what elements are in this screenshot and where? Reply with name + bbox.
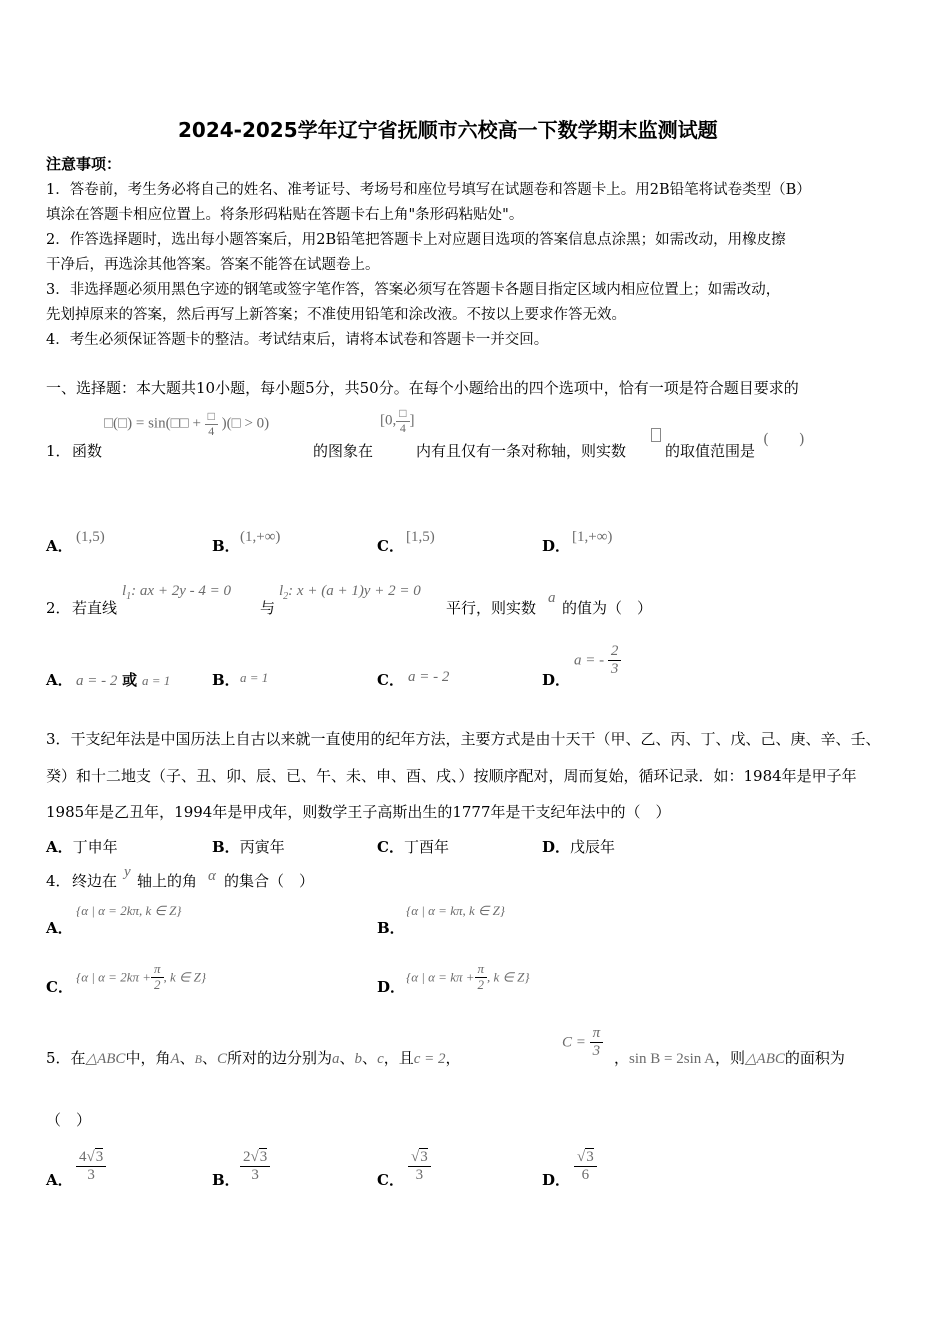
q5-option-c: $\frac{√3}{3}$ bbox=[408, 1148, 431, 1185]
notice-line: 干净后，再选涂其他答案。答案不能答在试题卷上。 bbox=[46, 257, 380, 273]
notice-line: 4．考生必须保证答题卡的整洁。考试结束后，请将本试卷和答题卡一并交回。 bbox=[46, 332, 549, 348]
section-heading: 一、选择题：本大题共10小题，每小题5分，共50分。在每个小题给出的四个选项中，恰有一项是符合题目要求的 bbox=[46, 379, 799, 397]
q4-option-b: {α | α = kπ, k ∈ Z} bbox=[406, 903, 505, 918]
q1-option-a-label: A． bbox=[46, 537, 73, 555]
notice-line: 先划掉原来的答案，然后再写上新答案；不准使用铅笔和涂改液。不按以上要求作答无效。 bbox=[46, 307, 626, 323]
q5-paren: （ ） bbox=[46, 1111, 92, 1129]
q1-option-d: [1,+∞) bbox=[572, 529, 613, 545]
q2-text: 平行，则实数 bbox=[446, 599, 537, 617]
q2-text: 与 bbox=[260, 599, 276, 617]
q1-omega-placeholder bbox=[651, 428, 661, 446]
q3-option-a: A．丁申年 bbox=[46, 838, 118, 856]
q2-text: 的值为（ ） bbox=[562, 599, 653, 617]
q5-angle-condition: C = $\frac{\pi}{3}$ bbox=[562, 1025, 603, 1061]
q2-option-b-label: B． bbox=[212, 671, 240, 689]
q2-option-b: a = 1 bbox=[240, 670, 269, 685]
q4-option-c: {α | α = 2kπ + $\frac{\pi}{2}$ , k ∈ Z} bbox=[76, 961, 207, 992]
q2-line2: $l_2$: x + (a + 1)y + 2 = 0 bbox=[279, 583, 421, 602]
page-title: 2024-2025学年辽宁省抚顺市六校高一下数学期末监测试题 bbox=[178, 118, 718, 142]
q4-option-c-label: C． bbox=[46, 978, 73, 996]
q4-number: 4． bbox=[46, 872, 71, 890]
q2-option-c-label: C． bbox=[377, 671, 404, 689]
q3-option-c: C．丁酉年 bbox=[377, 838, 449, 856]
q1-option-c: [1,5) bbox=[406, 529, 435, 545]
q1-text: 的取值范围是 bbox=[665, 442, 756, 460]
q2-line1: $l_1$: ax + 2y - 4 = 0 bbox=[122, 583, 231, 602]
q2-option-a: a = - 2 或 a = 1 bbox=[76, 671, 171, 689]
q1-text: 函数 bbox=[72, 442, 103, 460]
q1-option-c-label: C． bbox=[377, 537, 404, 555]
q1-option-a: (1,5) bbox=[76, 529, 105, 545]
q1-text: 内有且仅有一条对称轴，则实数 bbox=[416, 442, 627, 460]
q1-interval-fraction: $\frac{□}{4}$ bbox=[396, 407, 409, 436]
q4-text: 终边在 bbox=[72, 872, 118, 890]
q2-option-a-label: A． bbox=[46, 671, 73, 689]
q4-text: 的集合（ ） bbox=[224, 872, 315, 890]
q5-option-d-label: D． bbox=[542, 1171, 571, 1189]
q5-option-c-label: C． bbox=[377, 1171, 404, 1189]
q1-formula: □(□) = sin(□□ + $\frac{□}{4}$ )(□ > 0) bbox=[104, 409, 270, 438]
q1-paren: ( ) bbox=[763, 430, 805, 448]
q4-option-a-label: A． bbox=[46, 919, 73, 937]
q2-option-d: a = - $\frac{2}{3}$ bbox=[574, 643, 621, 679]
q3-line: 1985年是乙丑年，1994年是甲戌年，则数学王子高斯出生的1777年是干支纪年法中的（ ） bbox=[46, 803, 671, 821]
q3-line: 3．干支纪年法是中国历法上自古以来就一直使用的纪年方法，主要方式是由十天干（甲、乙、丙、丁、戊、己、庚、辛、壬、 bbox=[46, 730, 881, 748]
q2-option-d-label: D． bbox=[542, 671, 571, 689]
q4-option-d-label: D． bbox=[377, 978, 406, 996]
q2-text: 若直线 bbox=[72, 599, 118, 617]
q5-stem-tail: ，sin B = 2sin A，则△ABC的面积为 bbox=[614, 1049, 845, 1067]
q2-number: 2． bbox=[46, 599, 71, 617]
q4-axis: y bbox=[124, 864, 131, 880]
notice-line: 1．答卷前，考生务必将自己的姓名、准考证号、考场号和座位号填写在试题卷和答题卡上。用2B铅笔将试卷类型（B） bbox=[46, 182, 811, 198]
q4-angle: α bbox=[208, 868, 216, 884]
q5-stem: 5．在△ABC中，角A、B、C所对的边分别为a、b、c，且c = 2， bbox=[46, 1049, 461, 1067]
q1-text: 的图象在 bbox=[313, 442, 374, 460]
q5-option-d: $\frac{√3}{6}$ bbox=[574, 1148, 597, 1185]
q4-option-d: {α | α = kπ + $\frac{\pi}{2}$ , k ∈ Z} bbox=[406, 961, 530, 992]
q5-option-b: $\frac{2√3}{3}$ bbox=[240, 1148, 270, 1185]
q4-option-b-label: B． bbox=[377, 919, 405, 937]
notice-line: 3．非选择题必须用黑色字迹的钢笔或签字笔作答，答案必须写在答题卡各题目指定区域内相应位置上；如需改动， bbox=[46, 282, 781, 298]
q3-option-d: D．戊辰年 bbox=[542, 838, 616, 856]
q2-variable: a bbox=[548, 590, 556, 606]
q5-option-a: $\frac{4√3}{3}$ bbox=[76, 1148, 106, 1185]
q3-option-b: B．丙寅年 bbox=[212, 838, 285, 856]
q5-option-a-label: A． bbox=[46, 1171, 73, 1189]
q1-formula-fraction: $\frac{□}{4}$ bbox=[205, 410, 218, 439]
notice-line: 填涂在答题卡相应位置上。将条形码粘贴在答题卡右上角"条形码粘贴处"。 bbox=[46, 207, 524, 223]
q3-line: 癸）和十二地支（子、丑、卯、辰、已、午、未、申、酉、戌、）按顺序配对，周而复始，循环记录．如：1984年是甲子年 bbox=[46, 767, 857, 785]
notice-line: 2．作答选择题时，选出每小题答案后，用2B铅笔把答题卡上对应题目选项的答案信息点涂黑；如需改动，用橡皮擦 bbox=[46, 232, 786, 248]
q1-option-b-label: B． bbox=[212, 537, 240, 555]
q1-interval: [0, $\frac{□}{4}$ ] bbox=[380, 406, 415, 435]
q4-option-a: {α | α = 2kπ, k ∈ Z} bbox=[76, 903, 182, 918]
notice-heading: 注意事项： bbox=[46, 155, 122, 173]
q1-option-b: (1,+∞) bbox=[240, 529, 281, 545]
q1-number: 1． bbox=[46, 442, 71, 460]
q2-option-c: a = - 2 bbox=[408, 669, 450, 685]
q4-text: 轴上的角 bbox=[137, 872, 198, 890]
q5-option-b-label: B． bbox=[212, 1171, 240, 1189]
q1-option-d-label: D． bbox=[542, 537, 571, 555]
